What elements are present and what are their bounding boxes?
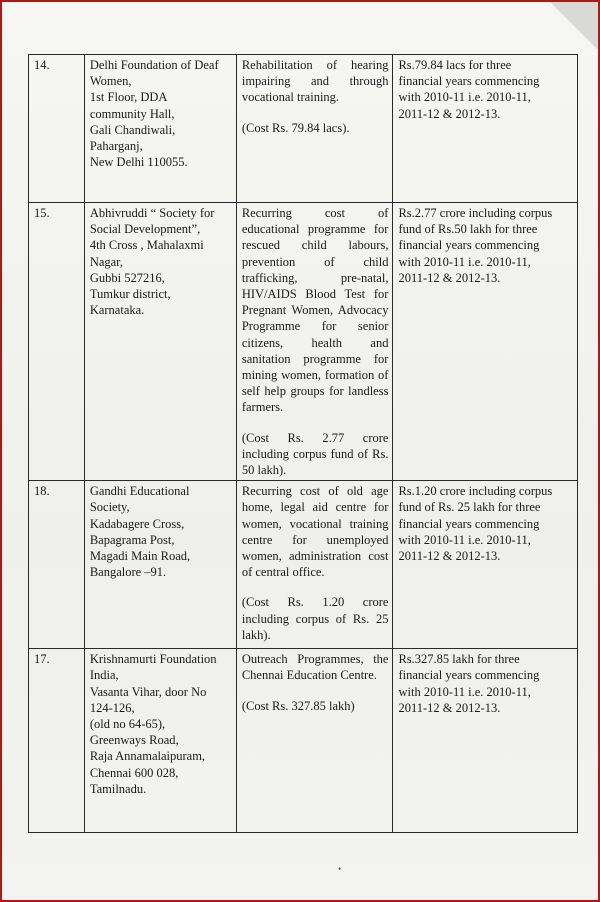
page-mark: • bbox=[338, 864, 342, 874]
serial-number: 18. bbox=[29, 481, 85, 649]
grant-amount: Rs.2.77 crore including corpus fund of Rs.50 lakh for three financial years commencing with 2010-11 i.e. 2010-11, 2011-12 & 2012-13. bbox=[393, 203, 578, 481]
project-cost: (Cost Rs. 2.77 crore including corpus fund of Rs. 50 lakh). bbox=[241, 430, 389, 478]
project-description: Outreach Programmes, the Chennai Education Centre. (Cost Rs. 327.85 lakh) bbox=[236, 649, 393, 833]
grant-amount: Rs.79.84 lacs for three financial years commencing with 2010-11 i.e. 2010-11, 2011-12 & 2012-13. bbox=[393, 55, 578, 203]
page-fold-corner bbox=[550, 2, 598, 50]
grant-table bbox=[28, 54, 578, 833]
serial-number: 17. bbox=[29, 649, 85, 833]
grant-amount: Rs.1.20 crore including corpus fund of Rs. 25 lakh for three financial years commencing with 2010-11 i.e. 2010-11, 2011-12 & 2012-13. bbox=[393, 481, 578, 649]
grant-amount: Rs.327.85 lakh for three financial years commencing with 2010-11 i.e. 2010-11, 2011-12 & 2012-13. bbox=[393, 649, 578, 833]
project-cost: (Cost Rs. 79.84 lacs). bbox=[241, 120, 350, 135]
table-row bbox=[29, 481, 578, 649]
serial-number: 15. bbox=[29, 203, 85, 481]
organisation-address: Gandhi Educational Society, Kadabagere Cross, Bapagrama Post, Magadi Main Road, Bangalore –91. bbox=[84, 481, 236, 649]
project-description: Recurring cost of educational programme for rescued child labours, prevention of child trafficking, pre-natal, HIV/AIDS Blood Test for Pregnant Women, Advocacy Programme for senior citizens, health and sanitation programme for mining women, formation of self help groups for landless farmers. (Cost Rs. 2.77 crore including corpus fund of Rs. 50 lakh). bbox=[236, 203, 393, 481]
organisation-address: Krishnamurti Foundation India, Vasanta Vihar, door No 124-126, (old no 64-65), Greenways Road, Raja Annamalaipuram, Chennai 600 028, Tamilnadu. bbox=[84, 649, 236, 833]
project-cost: (Cost Rs. 327.85 lakh) bbox=[241, 698, 355, 713]
table-row bbox=[29, 203, 578, 481]
table-row bbox=[29, 55, 578, 203]
project-cost: (Cost Rs. 1.20 crore including corpus of Rs. 25 lakh). bbox=[241, 595, 389, 642]
serial-number: 14. bbox=[29, 55, 85, 203]
table-row bbox=[29, 649, 578, 833]
organisation-address: Abhivruddi “ Society for Social Development”, 4th Cross , Mahalaxmi Nagar, Gubbi 527216, Tumkur district, Karnataka. bbox=[84, 203, 236, 481]
organisation-address: Delhi Foundation of Deaf Women, 1st Floor, DDA community Hall, Gali Chandiwali, Paharganj, New Delhi 110055. bbox=[84, 55, 236, 203]
project-description: Rehabilitation of hearing impairing and through vocational training. (Cost Rs. 79.84 lacs). bbox=[236, 55, 393, 203]
project-description: Recurring cost of old age home, legal aid centre for women, vocational training centre for unemployed women, administration cost of central office. (Cost Rs. 1.20 crore including corpus of Rs. 25 lakh). bbox=[236, 481, 393, 649]
